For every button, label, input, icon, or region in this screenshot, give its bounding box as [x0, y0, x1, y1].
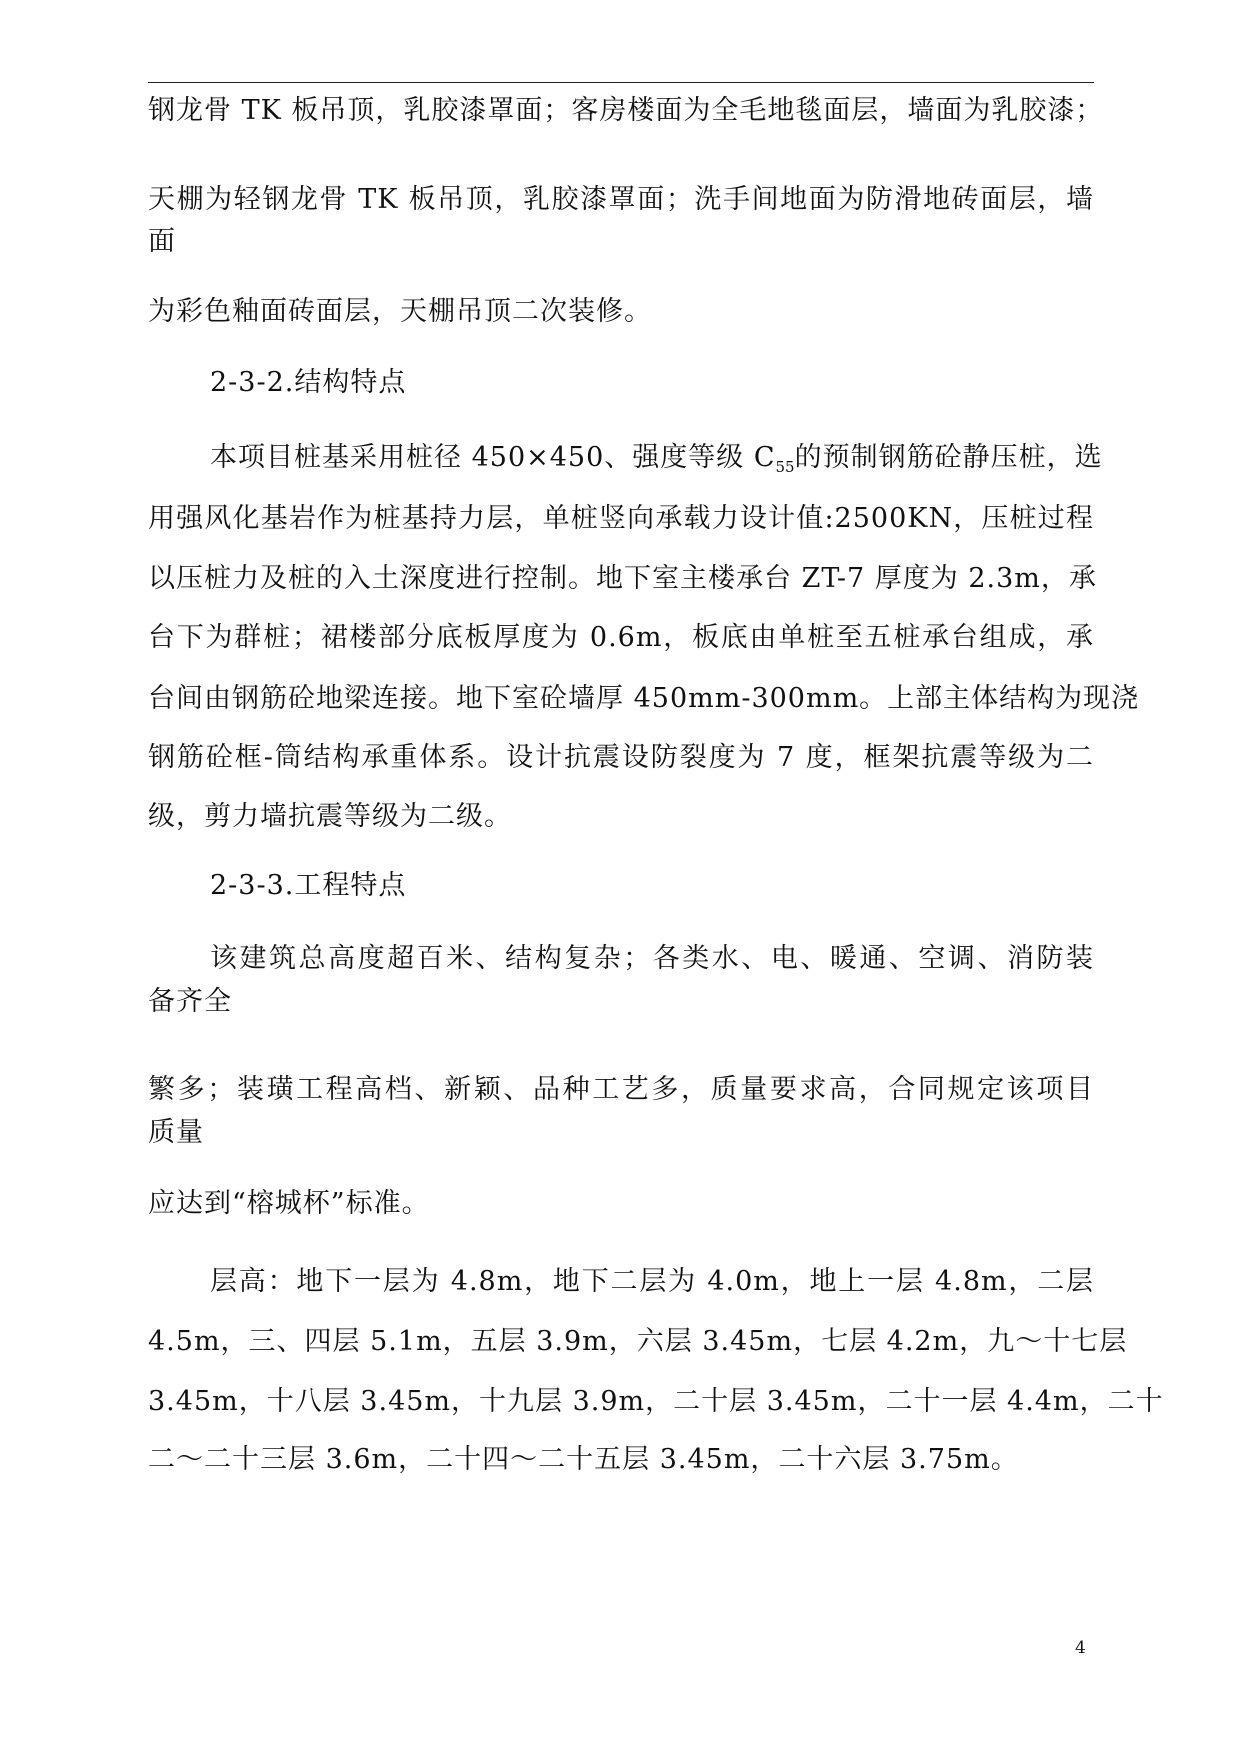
- text-line-3: 面: [148, 226, 176, 257]
- text-line-pile: [210, 441, 1103, 484]
- section-heading-2-3-2: 2-3-2.结构特点: [210, 367, 407, 398]
- text-line-16: 质量: [148, 1117, 204, 1148]
- text-line-19: 4.5m，三、四层 5.1m，五层 3.9m，六层 3.45m，七层 4.2m，九～十七层: [148, 1326, 1128, 1357]
- text-line-14: 备齐全: [148, 986, 232, 1017]
- text-line-9: 台间由钢筋砼地梁连接。地下室砼墙厚 450mm-300mm。上部主体结构为现浇: [148, 683, 1140, 714]
- text-line-11: 级，剪力墙抗震等级为二级。: [148, 801, 512, 832]
- text-line-2: 天棚为轻钢龙骨 TK 板吊顶，乳胶漆罩面；洗手间地面为防滑地砖面层，墙: [148, 184, 1094, 215]
- text-line-8: 台下为群桩；裙楼部分底板厚度为 0.6m，板底由单桩至五桩承台组成，承: [148, 622, 1094, 653]
- text-line-20: 3.45m，十八层 3.45m，十九层 3.9m，二十层 3.45m，二十一层 4.4m，二十: [148, 1386, 1164, 1417]
- text-line-13: 该建筑总高度超百米、结构复杂；各类水、电、暖通、空调、消防装: [210, 943, 1094, 974]
- text-line-21: 二～二十三层 3.6m，二十四～二十五层 3.45m，二十六层 3.75m。: [148, 1444, 1019, 1475]
- text-line-17: 应达到“榕城杯”标准。: [148, 1188, 430, 1219]
- section-heading-2-3-3: 2-3-3.工程特点: [210, 870, 407, 901]
- text-line-4: 为彩色釉面砖面层，天棚吊顶二次装修。: [148, 296, 652, 327]
- page-number: 4: [1075, 1638, 1086, 1658]
- text-line-7: 以压桩力及桩的入土深度进行控制。地下室主楼承台 ZT-7 厚度为 2.3m，承: [148, 563, 1097, 594]
- pile-text-after: 的预制钢筋砼静压桩，选: [794, 442, 1103, 473]
- text-line-1: 钢龙骨 TK 板吊顶，乳胶漆罩面；客房楼面为全毛地毯面层，墙面为乳胶漆；: [148, 95, 1104, 126]
- text-line-15: 繁多；装璜工程高档、新颖、品种工艺多，质量要求高，合同规定该项目: [148, 1074, 1094, 1105]
- header-rule: [148, 82, 1094, 83]
- text-line-18: 层高：地下一层为 4.8m，地下二层为 4.0m，地上一层 4.8m，二层: [210, 1266, 1094, 1297]
- pile-text-before: 本项目桩基采用桩径 450×450、强度等级 C: [210, 442, 776, 473]
- text-line-6: 用强风化基岩作为桩基持力层，单桩竖向承载力设计值:2500KN，压桩过程: [148, 503, 1094, 534]
- strength-grade-subscript: 55: [775, 458, 795, 476]
- text-line-10: 钢筋砼框-筒结构承重体系。设计抗震设防裂度为 7 度，框架抗震等级为二: [148, 742, 1094, 773]
